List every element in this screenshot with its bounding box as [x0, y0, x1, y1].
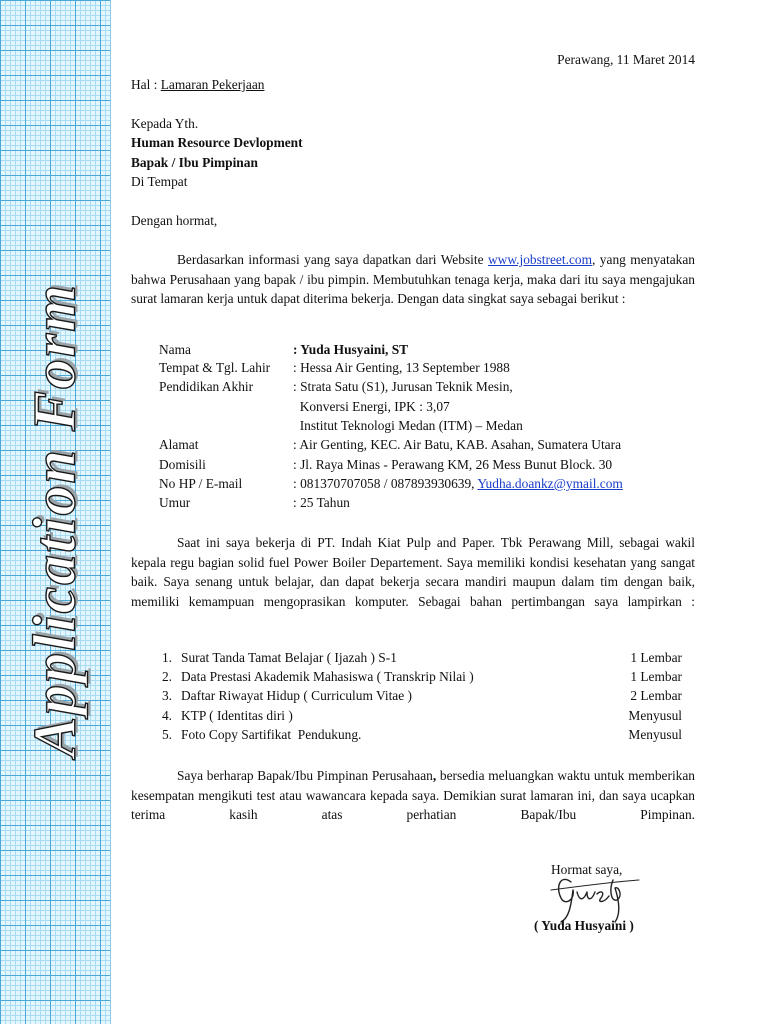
data-label: Pendidikan Akhir [159, 379, 254, 394]
list-item: Foto Copy Sartifikat Pendukung. [181, 727, 362, 742]
data-value [293, 476, 623, 492]
list-number: 2. [161, 669, 172, 684]
phone-numbers: : 081370707058 / 087893930639, [293, 476, 478, 491]
recipient-line-1: Kepada Yth. [131, 116, 199, 131]
data-value: : Yuda Husyaini, ST [293, 342, 409, 357]
intro-text-before: Berdasarkan informasi yang saya dapatkan dari Website [177, 252, 488, 267]
list-item: KTP ( Identitas diri ) [181, 708, 293, 723]
letter-page [131, 0, 695, 1024]
sidebar-title: Application Form [21, 283, 88, 757]
intro-text-after: , yang menyatakan bahwa Perusahaan yang bapak / ibu pimpin. Membutuhkan tenaga kerja, maka dari itu saya mengajukan surat lamaran kerja untuk dapat diterima bekerja. Dengan data singkat saya sebagai berikut : [131, 252, 695, 306]
data-value: Institut Teknologi Medan (ITM) – Medan [293, 418, 523, 433]
data-value: : Hessa Air Genting, 13 September 1988 [293, 360, 510, 375]
data-value: : Jl. Raya Minas - Perawang KM, 26 Mess Bunut Block. 30 [293, 457, 613, 472]
list-item: Daftar Riwayat Hidup ( Curriculum Vitae ) [181, 688, 412, 703]
closing-text-1: Saya berharap Bapak/Ibu Pimpinan Perusahaan [177, 768, 433, 783]
list-quantity: 2 Lembar [630, 688, 682, 703]
closing-text-2: bersedia meluangkan waktu untuk memberikan kesempatan mengikuti test atau wawancara kepada saya. Demikian surat lamaran ini, dan saya ucapkan terima kasih atas perhatian Bapak/Ibu Pimpinan. [131, 768, 696, 822]
website-link[interactable]: www.jobstreet.com [488, 252, 592, 267]
list-number: 4. [161, 708, 172, 723]
subject-label: Hal : [131, 77, 161, 92]
data-value: : 25 Tahun [293, 495, 350, 510]
letter-date: Perawang, 11 Maret 2014 [557, 52, 695, 67]
list-item: Surat Tanda Tamat Belajar ( Ijazah ) S-1 [181, 650, 397, 665]
data-value: : Strata Satu (S1), Jurusan Teknik Mesin, [293, 379, 513, 394]
greeting: Dengan hormat, [131, 213, 218, 228]
data-label: No HP / E-mail [159, 476, 243, 491]
signature-name: ( Yuda Husyaini ) [534, 918, 634, 933]
data-label: Umur [159, 495, 191, 510]
data-label: Alamat [159, 437, 199, 452]
recipient-line-2: Human Resource Devlopment [131, 135, 303, 150]
closing-paragraph [131, 766, 695, 844]
subject-line [131, 77, 264, 93]
subject-text: Lamaran Pekerjaan [160, 77, 265, 92]
closing-comma: , [432, 768, 437, 783]
data-label: Domisili [159, 457, 206, 472]
recipient-line-3: Bapak / Ibu Pimpinan [131, 155, 258, 170]
list-number: 1. [161, 650, 172, 665]
body-paragraph: Saat ini saya bekerja di PT. Indah Kiat Pulp and Paper. Tbk Perawang Mill, sebagai wakil kepala regu bagian solid fuel Power Boiler Departement. Saya memiliki kondisi kesehatan yang sangat baik. Saya senang untuk belajar, dan dapat bekerja secara mandiri maupun dalam tim dengan baik, memiliki kemampuan mengoprasikan komputer. Sebagai bahan pertimbangan saya lampirkan : [131, 535, 695, 609]
data-value: : Air Genting, KEC. Air Batu, KAB. Asahan, Sumatera Utara [293, 437, 622, 452]
recipient-line-4: Di Tempat [131, 174, 188, 189]
list-item: Data Prestasi Akademik Mahasiswa ( Transkrip Nilai ) [181, 669, 474, 684]
list-number: 5. [161, 727, 172, 742]
list-quantity: Menyusul [628, 727, 682, 742]
sidebar-grid-panel [0, 0, 111, 1024]
data-value: Konversi Energi, IPK : 3,07 [293, 399, 450, 414]
list-number: 3. [161, 688, 172, 703]
signoff: Hormat saya, [551, 862, 623, 877]
intro-paragraph [131, 250, 695, 309]
email-link[interactable]: Yudha.doankz@ymail.com [477, 476, 623, 491]
data-label: Nama [159, 342, 191, 357]
list-quantity: Menyusul [628, 708, 682, 723]
list-quantity: 1 Lembar [630, 669, 682, 684]
data-label: Tempat & Tgl. Lahir [159, 360, 271, 375]
list-quantity: 1 Lembar [630, 650, 682, 665]
